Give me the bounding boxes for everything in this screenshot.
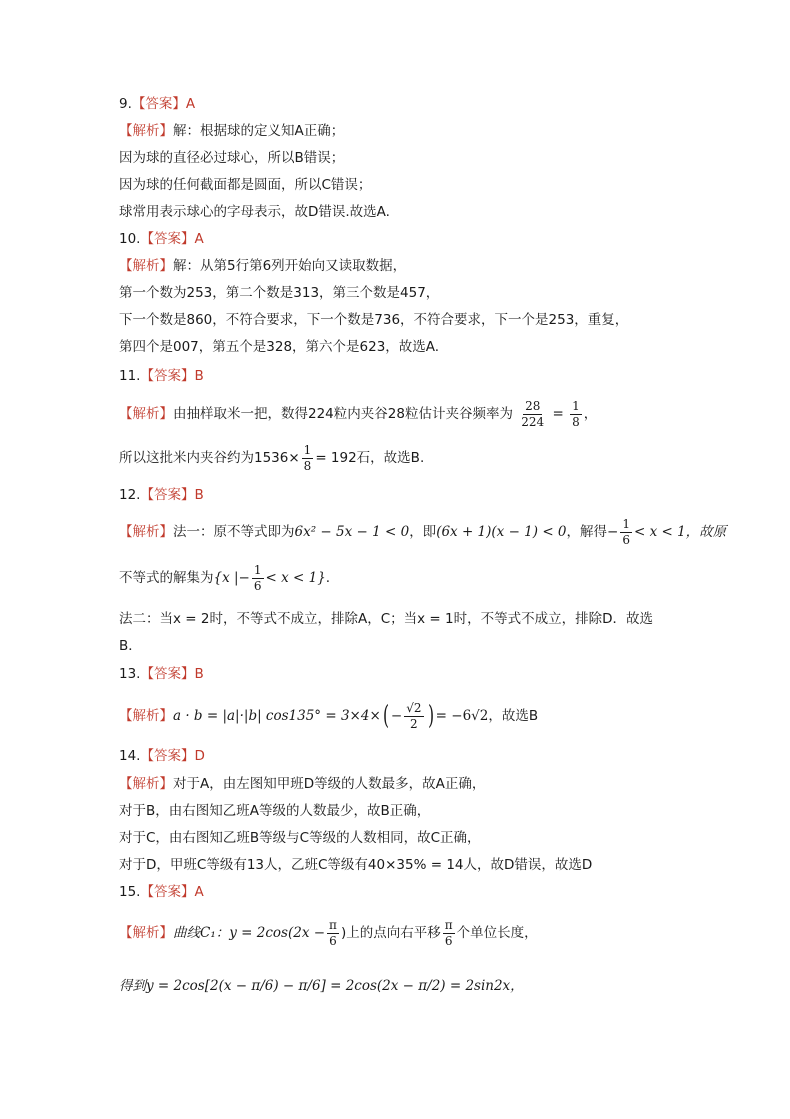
q12-answer: B: [194, 487, 204, 503]
q10-explain-tag: 【解析】: [119, 258, 173, 274]
fraction-1-8-b: $\frac{1}{8}$: [303, 442, 312, 473]
q12-explanation-1: 【解析】法一：原不等式即为6x² − 5x − 1 < 0，即(6x + 1)(x − 1) < 0，解得− $\frac{1}{6}$ < x < 1，故原: [119, 516, 727, 547]
q9-answer-line: [119, 94, 195, 114]
inequality-2: (6x + 1)(x − 1) < 0: [436, 524, 567, 540]
q10-explanation-2: 第一个数为253，第二个数是313，第三个数是457，: [119, 285, 440, 301]
q9-answer: A: [185, 96, 196, 112]
q9-answer-tag: 【答案】: [131, 96, 186, 112]
q11-explanation-1: 【解析】由抽样取米一把，数得224粒内夹谷28粒估计夹谷频率为 $\frac{28}{224}$ = $\frac{1}{8}$ ，: [119, 398, 598, 429]
q14-answer-line: [119, 746, 205, 766]
q12-answer-tag: 【答案】: [140, 487, 195, 503]
fraction-sqrt2-2: $\frac{√2}{2}$: [406, 700, 422, 731]
inequality-1: 6x² − 5x − 1 < 0: [294, 524, 410, 540]
q10-text-1: 解：从第5行第6列开始向又读取数据，: [173, 258, 407, 274]
transformed-curve: 得到y = 2cos[2(x − π/6) − π/6] = 2cos(2x − π/2) = 2sin2x，: [119, 978, 524, 994]
q14-answer-tag: 【答案】: [140, 748, 195, 764]
q11-number: 11.: [119, 368, 141, 384]
q15-answer-line: [119, 882, 204, 902]
solution-set-left: {x |−: [213, 570, 250, 586]
q11-text-2: 所以这批米内夹谷约为1536×: [119, 450, 300, 466]
fraction-pi-6-b: $\frac{\pi}{6}$: [444, 917, 453, 948]
q10-answer-tag: 【答案】: [140, 231, 195, 247]
q9-explanation-2: 因为球的直径必过球心，所以B错误；: [119, 150, 345, 166]
q15-explanation-2: [119, 966, 524, 1006]
q10-explanation-4: 第四个是007，第五个是328，第六个是623，故选A.: [119, 339, 440, 355]
q13-answer-tag: 【答案】: [140, 666, 195, 682]
q14-answer: D: [194, 748, 205, 764]
q9-explanation-1: [119, 121, 344, 141]
q14-explanation-2: 对于B，由右图知乙班A等级的人数最少，故B正确，: [119, 803, 431, 819]
q15-number: 15.: [119, 884, 141, 900]
q11-answer-line: [119, 366, 204, 386]
q15-answer: A: [194, 884, 204, 900]
q9-explanation-4: 球常用表示球心的字母表示，故D错误.故选A.: [119, 204, 390, 220]
q12-explanation-3: 法二：当x = 2时，不等式不成立，排除A，C；当x = 1时，不等式不成立，排除D．故选: [119, 611, 654, 627]
q13-explain-tag: 【解析】: [119, 708, 173, 724]
q11-text-1: 由抽样取米一把，数得224粒内夹谷28粒估计夹谷频率为: [173, 406, 513, 422]
q9-number: 9.: [119, 96, 132, 112]
q12-explanation-2: 不等式的解集为{x |− $\frac{1}{6}$ < x < 1}.: [119, 562, 331, 593]
q14-explanation-3: 对于C，由右图知乙班B等级与C等级的人数相同，故C正确，: [119, 830, 481, 846]
q14-number: 14.: [119, 748, 141, 764]
q9-explanation-3: 因为球的任何截面都是圆面，所以C错误；: [119, 177, 372, 193]
q13-answer-line: [119, 664, 204, 684]
fraction-1-6: $\frac{1}{6}$: [622, 516, 630, 547]
q10-answer: A: [194, 231, 204, 247]
q12-number: 12.: [119, 487, 141, 503]
q10-explanation-1: [119, 256, 406, 276]
fraction-pi-6: $\frac{\pi}{6}$: [329, 917, 337, 948]
fraction-1-6-b: $\frac{1}{6}$: [253, 562, 262, 593]
q14-explanation-4: 对于D，甲班C等级有13人，乙班C等级有40×35% = 14人，故D错误，故选D: [119, 857, 593, 873]
paren-left: (: [382, 701, 389, 731]
fraction-1-8: $\frac{1}{8}$: [572, 398, 580, 429]
solution-set-right: < x < 1}: [265, 570, 326, 586]
q15-answer-tag: 【答案】: [140, 884, 195, 900]
q10-explanation-3: 下一个数是860，不符合要求，下一个数是736，不符合要求，下一个是253，重复，: [119, 312, 629, 328]
q14-explain-tag: 【解析】: [119, 776, 173, 792]
q12-answer-line: [119, 485, 204, 505]
q13-number: 13.: [119, 666, 141, 682]
dot-product-expression: a · b = |a|·|b| cos135° = 3×4×: [173, 708, 381, 724]
q10-answer-line: [119, 229, 204, 249]
paren-right: ): [427, 701, 434, 731]
fraction-28-224: $\frac{28}{224}$: [521, 398, 545, 429]
q13-explanation: 【解析】a · b = |a|·|b| cos135° = 3×4×( − $\frac{√2}{2}$ ) = −6√2，故选B: [119, 700, 539, 731]
q12-explanation-4: B．: [119, 638, 142, 654]
q13-answer: B: [194, 666, 204, 682]
q11-answer-tag: 【答案】: [140, 368, 195, 384]
q11-explanation-2: 所以这批米内夹谷约为1536× $\frac{1}{8}$ = 192石，故选B.: [119, 442, 425, 473]
q15-explain-tag: 【解析】: [119, 925, 173, 941]
q9-text-1: 解：根据球的定义知A正确；: [173, 123, 345, 139]
curve-expression: 曲线C₁：y = 2cos(2x −: [173, 925, 326, 941]
q12-explain-tag: 【解析】: [119, 524, 173, 540]
q14-explanation-1: 【解析】对于A，由左图知甲班D等级的人数最多，故A正确，: [119, 776, 486, 792]
q9-explain-tag: 【解析】: [119, 123, 173, 139]
q15-explanation-1: 【解析】曲线C₁：y = 2cos(2x − $\frac{\pi}{6}$ )上的点向右平移 $\frac{\pi}{6}$ 个单位长度，: [119, 917, 538, 948]
q10-number: 10.: [119, 231, 141, 247]
q11-explain-tag: 【解析】: [119, 406, 173, 422]
q11-answer: B: [194, 368, 204, 384]
